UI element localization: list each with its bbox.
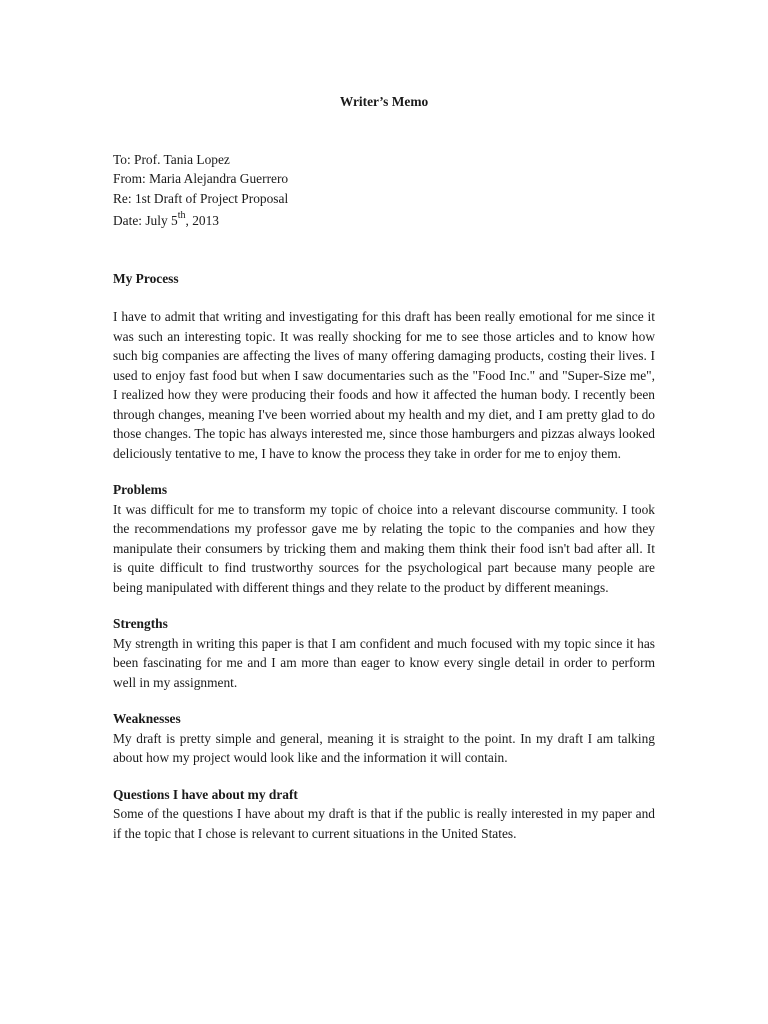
memo-date [113,211,655,231]
problems-paragraph: It was difficult for me to transform my topic of choice into a relevant discourse community. I took the recommendations my professor gave me by relating the topic to the companies and how they manipulate their consumers by tricking them and making them think their food isn't bad after all. It is quite difficult to find trustworthy sources for the psychological part because many people are being manipulated with different things and they relate to the product by different meanings. [113,501,655,595]
memo-header [113,150,655,231]
memo-content [113,92,655,843]
weaknesses-heading: Weaknesses [113,711,181,726]
memo-date-suffix: , 2013 [185,213,219,228]
memo-title: Writer’s Memo [339,94,429,109]
strengths-paragraph: My strength in writing this paper is that I am confident and much focused with my topic since it has been fascinating for me and I am more than eager to know every single detail in order to perform well in my assignment. [113,635,655,690]
questions-paragraph: Some of the questions I have about my draft is that if the public is really interested in my paper and if the topic that I chose is relevant to current situations in the United States. [113,806,655,841]
problems-heading: Problems [113,482,168,497]
questions-heading: Questions I have about my draft [113,786,298,802]
weaknesses-paragraph: My draft is pretty simple and general, meaning it is straight to the point. In my draft I am talking about how my project would look like and the information it will contain. [113,730,655,765]
process-paragraph: I have to admit that writing and investigating for this draft has been really emotional for me since it was such an interesting topic. It was really shocking for me to see those articles and to know how such big companies are affecting the lives of many offering damaging products, costing their lives. I used to enjoy fast food but when I saw documentaries such as the "Food Inc." and "Super-Size me", I realized how they were producing their foods and how it affected the human body. I recently been through changes, meaning I've been worried about my health and my diet, and I am pretty glad to do those changes. The topic has always interested me, since those hamburgers and pizzas always looked deliciously tentative to me, I have to know the process they take in order for me to enjoy them. [113,309,655,461]
strengths-heading: Strengths [113,616,168,631]
process-heading: My Process [113,270,179,286]
memo-from: From: Maria Alejandra Guerrero [113,171,289,186]
memo-date-ordinal: th [177,209,186,221]
memo-re: Re: 1st Draft of Project Proposal [113,190,289,206]
memo-to: To: Prof. Tania Lopez [113,151,230,167]
memo-date-prefix: Date: July 5 [113,213,178,228]
